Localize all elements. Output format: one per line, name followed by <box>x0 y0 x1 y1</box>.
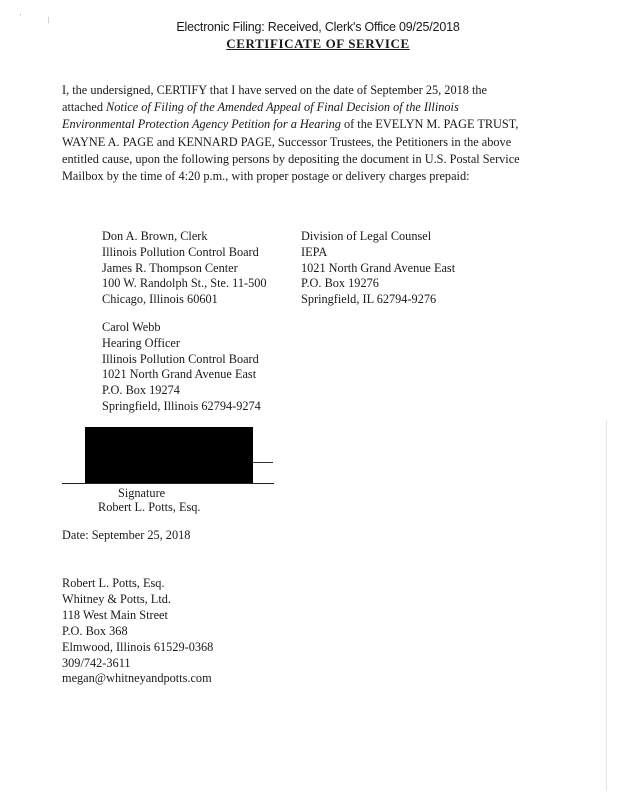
sender-email-link[interactable]: megan@whitneyandpotts.com <box>62 671 212 686</box>
address-line: 100 W. Randolph St., Ste. 11-500 <box>102 276 267 291</box>
scan-edge-line <box>606 420 607 790</box>
scan-mark: ' <box>20 13 22 21</box>
address-line: IEPA <box>301 244 328 259</box>
redacted-signature-block <box>85 427 253 484</box>
sender-line: P.O. Box 368 <box>62 623 128 638</box>
address-line: Illinois Pollution Control Board <box>102 351 259 366</box>
address-line: James R. Thompson Center <box>102 260 238 275</box>
address-line: Carol Webb <box>102 320 161 334</box>
address-line: Chicago, Illinois 60601 <box>102 292 218 307</box>
recipient-address-2 <box>301 229 455 308</box>
scan-mark: | <box>48 16 50 24</box>
date-line: Date: September 25, 2018 <box>62 528 191 542</box>
paragraph-part-3: of the EVELYN M. PAGE TRUST, WAYNE A. PAGE and KENNARD PAGE, Successor Trustees, the Petitioners in the above entitled cause, upon the following persons by depositing the document in U.S. Postal Service Mailbox by the time of 4:20 p.m., with proper postage or delivery charges prepaid: <box>62 117 520 184</box>
address-line: Hearing Officer <box>102 335 180 350</box>
address-line: Springfield, IL 62794-9276 <box>301 292 437 307</box>
document-title: CERTIFICATE OF SERVICE <box>226 36 410 51</box>
sender-address <box>62 576 213 687</box>
address-line: P.O. Box 19276 <box>301 276 379 291</box>
address-line: Illinois Pollution Control Board <box>102 244 259 259</box>
address-line: Springfield, Illinois 62794-9274 <box>102 398 261 413</box>
certification-paragraph <box>62 82 524 185</box>
filing-stamp: Electronic Filing: Received, Clerk's Office 09/25/2018 <box>176 20 460 34</box>
sender-line: Whitney & Potts, Ltd. <box>62 591 171 606</box>
sender-line: 118 West Main Street <box>62 607 168 622</box>
address-line: 1021 North Grand Avenue East <box>301 260 456 275</box>
address-line: Don A. Brown, Clerk <box>102 229 208 243</box>
recipient-address-3 <box>102 320 261 415</box>
address-line: P.O. Box 19274 <box>102 383 180 398</box>
signature-line <box>62 483 274 484</box>
signer-name: Robert L. Potts, Esq. <box>98 500 201 514</box>
signature-line-tick <box>253 462 273 463</box>
sender-line: 309/742-3611 <box>62 655 131 670</box>
paragraph-italic-title: Notice of Filing of the Amended Appeal of Final Decision of the Illinois Environmental Protection Agency Petition for a Hearing <box>62 100 459 132</box>
address-line: Division of Legal Counsel <box>301 229 432 243</box>
paragraph-part-1: I, the undersigned, CERTIFY that I have served on the date of September 25, 2018 the attached <box>62 83 487 115</box>
recipient-address-1 <box>102 229 267 308</box>
signature-label: Signature <box>118 486 166 500</box>
sender-line: Robert L. Potts, Esq. <box>62 576 165 590</box>
sender-line: Elmwood, Illinois 61529-0368 <box>62 639 214 654</box>
address-line: 1021 North Grand Avenue East <box>102 367 257 382</box>
